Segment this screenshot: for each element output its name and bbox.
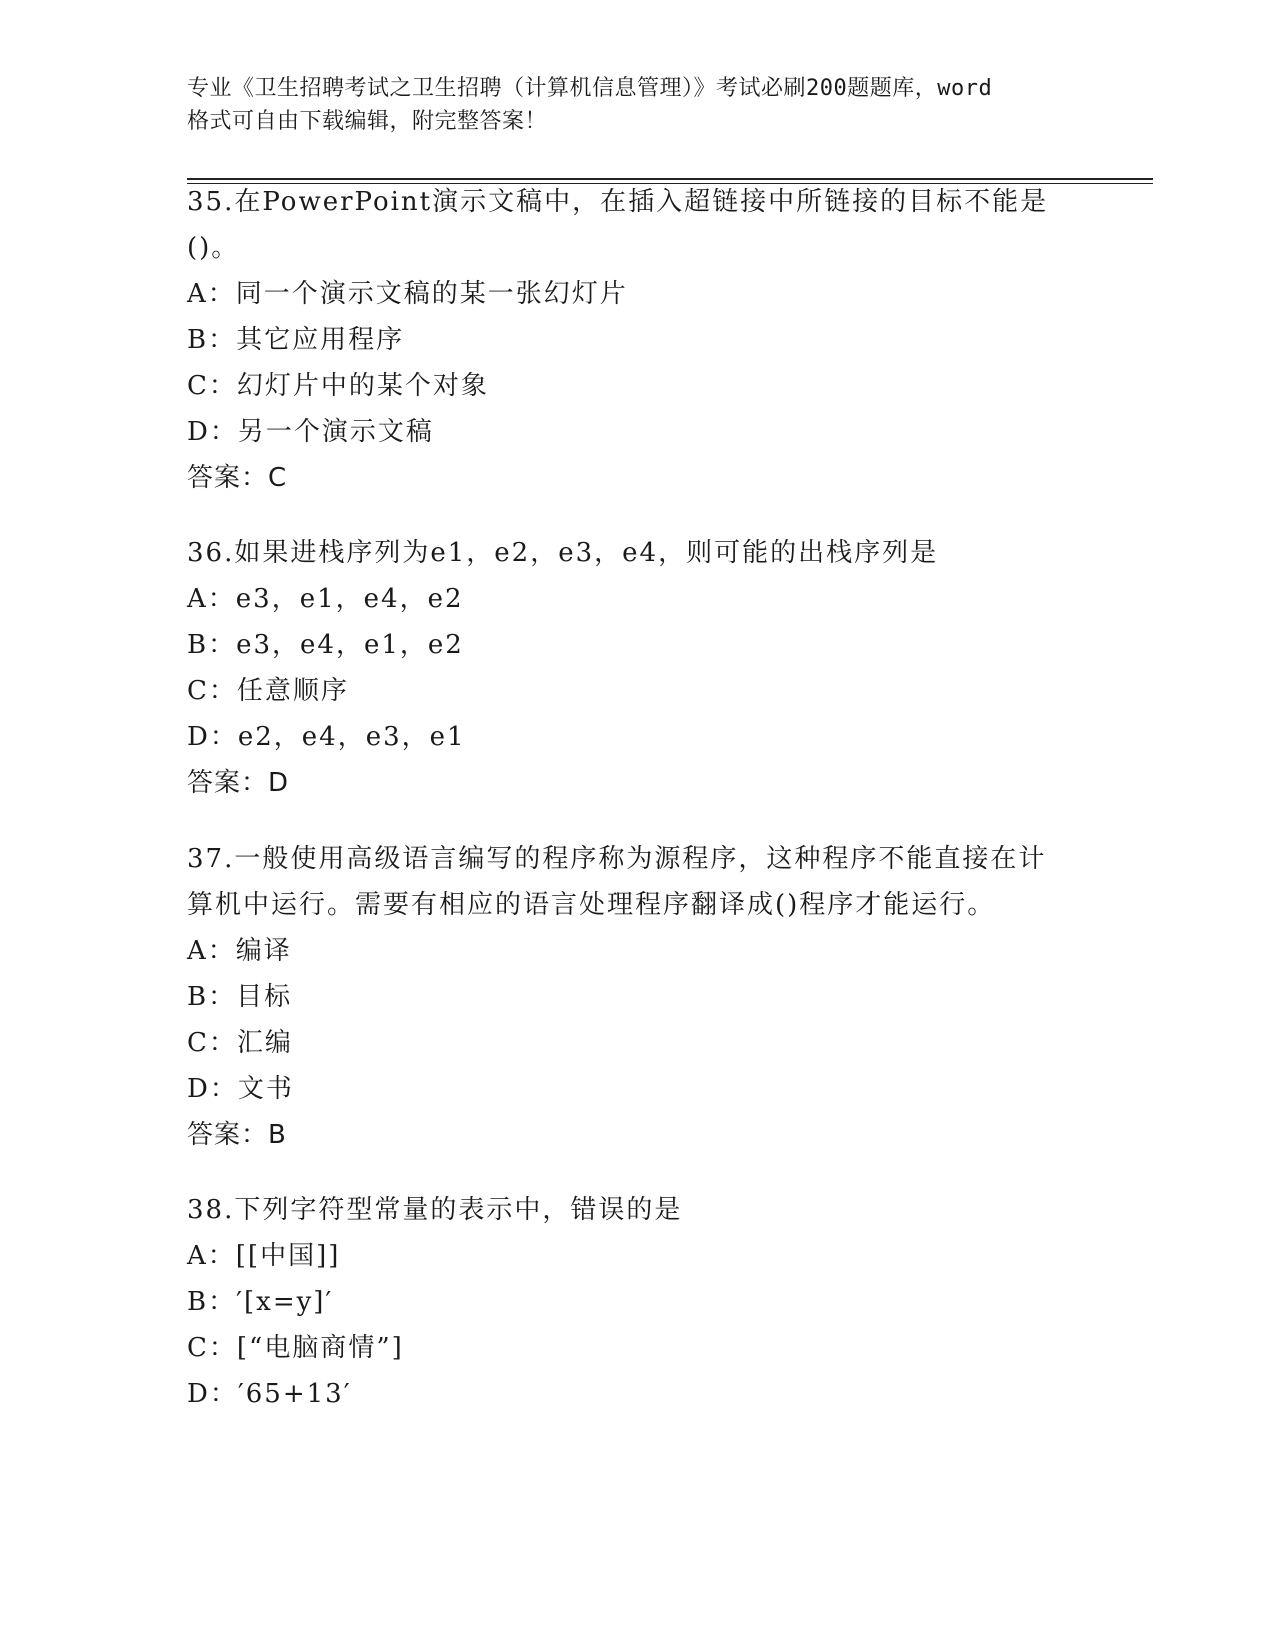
option-c: C：汇编 [187,1028,293,1058]
question-stem: 算机中运行。需要有相应的语言处理程序翻译成()程序才能运行。 [187,890,996,920]
option-d: D：e2，e4，e3，e1 [187,722,466,752]
option-c: C：幻灯片中的某个对象 [187,371,489,401]
option-d: D：另一个演示文稿 [187,417,434,447]
answer-label: 答案：C [187,463,288,493]
question-stem: 37.一般使用高级语言编写的程序称为源程序，这种程序不能直接在计 [187,844,1047,874]
answer-label: 答案：B [187,1120,287,1150]
question-stem: ()。 [187,233,240,263]
question-35 [187,179,1087,501]
answer-label: 答案：D [187,768,290,798]
option-a: A：编译 [187,936,292,966]
option-c: C：[“电脑商情”] [187,1333,404,1363]
header-line-2: 格式可自由下载编辑，附完整答案！ [187,109,548,134]
option-b: B：目标 [187,982,293,1012]
question-38 [187,1187,1087,1417]
option-d: D：文书 [187,1074,294,1104]
option-a: A：[[中国]] [187,1241,341,1271]
question-stem: 36.如果进栈序列为e1，e2，e3，e4，则可能的出栈序列是 [187,538,939,568]
question-stem: 35.在PowerPoint演示文稿中，在插入超链接中所链接的目标不能是 [187,187,1049,217]
document-header [187,72,1087,138]
option-a: A：同一个演示文稿的某一张幻灯片 [187,279,628,309]
option-a: A：e3，e1，e4，e2 [187,584,464,614]
option-b: B：′[x=y]′ [187,1287,334,1317]
option-b: B：e3，e4，e1，e2 [187,630,464,660]
question-stem: 38.下列字符型常量的表示中，错误的是 [187,1195,683,1225]
question-36 [187,530,1087,806]
option-c: C：任意顺序 [187,676,349,706]
option-d: D：′65+13′ [187,1379,352,1409]
option-b: B：其它应用程序 [187,325,405,355]
header-line-1: 专业《卫生招聘考试之卫生招聘（计算机信息管理）》考试必刷200题题库，word [187,76,993,101]
question-37 [187,836,1087,1158]
